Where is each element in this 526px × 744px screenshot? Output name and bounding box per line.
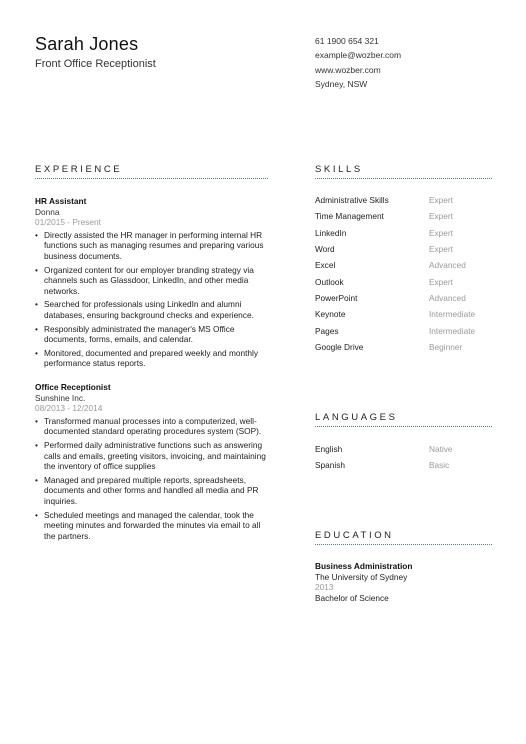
skill-level: Intermediate xyxy=(429,325,476,336)
education-year: 2013 xyxy=(315,582,334,593)
skill-level: Expert xyxy=(429,276,453,287)
education-heading: EDUCATION xyxy=(315,530,394,541)
job-duty: • Scheduled meetings and managed the calendar, took the meeting minutes and forwarded the minutes via email to all the partners. xyxy=(35,510,267,542)
skill-row xyxy=(315,225,491,241)
skill-name: PowerPoint xyxy=(315,292,358,303)
job-duty: • Managed and prepared multiple reports, spreadsheets, documents and other forms and handled all media and PR inquiries. xyxy=(35,475,267,507)
contact-block xyxy=(315,34,401,91)
candidate-title: Front Office Receptionist xyxy=(35,58,156,70)
education-school: The University of Sydney xyxy=(315,571,408,582)
contact-website: www.wozber.com xyxy=(315,64,381,75)
skill-level: Expert xyxy=(429,195,453,206)
skill-level: Expert xyxy=(429,244,453,255)
education-degree: Business Administration xyxy=(315,561,413,571)
experience-divider xyxy=(35,178,268,179)
skill-row xyxy=(315,306,491,322)
skill-name: LinkedIn xyxy=(315,227,347,238)
skill-name: Pages xyxy=(315,325,339,336)
skill-name: Keynote xyxy=(315,309,346,320)
skill-row xyxy=(315,192,491,208)
job-duty: • Performed daily administrative functions such as answering calls and emails, greeting visitors, invoicing, and maintaining the inventory of office supplies xyxy=(35,440,267,472)
education-entry xyxy=(315,561,412,603)
job-duties xyxy=(35,416,267,542)
job-duty: • Transformed manual processes into a computerized, well-documented standard operating procedures system (SOP). xyxy=(35,416,267,437)
candidate-name: Sarah Jones xyxy=(35,34,139,54)
contact-email: example@wozber.com xyxy=(315,50,402,61)
language-name: Spanish xyxy=(315,460,345,471)
skills-heading: SKILLS xyxy=(315,164,363,175)
experience-heading: EXPERIENCE xyxy=(35,164,123,175)
job-company: Sunshine Inc. xyxy=(35,392,86,403)
education-divider xyxy=(315,544,492,545)
skills-divider xyxy=(315,178,492,179)
skill-row xyxy=(315,322,491,338)
skill-name: Administrative Skills xyxy=(315,195,389,206)
job-duties xyxy=(35,230,267,369)
skill-row xyxy=(315,290,491,306)
skill-name: Excel xyxy=(315,260,336,271)
job-duty: • Responsibly administrated the manager's MS Office documents, forms, emails, and calendar. xyxy=(35,324,267,345)
skill-row xyxy=(315,339,491,355)
language-level: Native xyxy=(429,444,453,455)
contact-location: Sydney, NSW xyxy=(315,78,368,89)
job-dates: 08/2013 - 12/2014 xyxy=(35,403,103,414)
job-company: Donna xyxy=(35,206,60,217)
skill-level: Expert xyxy=(429,211,453,222)
skill-level: Intermediate xyxy=(429,309,476,320)
job-entry xyxy=(35,196,267,372)
job-duty: • Monitored, documented and prepared weekly and monthly performance status reports. xyxy=(35,348,267,369)
language-name: English xyxy=(315,444,343,455)
skill-name: Time Management xyxy=(315,211,384,222)
skill-level: Advanced xyxy=(429,292,466,303)
skill-name: Google Drive xyxy=(315,341,364,352)
job-dates: 01/2015 - Present xyxy=(35,217,101,228)
skill-row xyxy=(315,273,491,289)
skill-row xyxy=(315,257,491,273)
skill-level: Beginner xyxy=(429,341,463,352)
language-row xyxy=(315,441,491,457)
language-level: Basic xyxy=(429,460,450,471)
skill-name: Word xyxy=(315,244,335,255)
job-title: HR Assistant xyxy=(35,196,87,206)
skill-row xyxy=(315,241,491,257)
skill-level: Expert xyxy=(429,227,453,238)
job-duty: • Searched for professionals using LinkedIn and alumni databases, ensuring background checks and experience. xyxy=(35,299,267,320)
skills-list xyxy=(315,192,491,355)
job-duty: • Organized content for our employer branding strategy via channels such as Glassdoor, LinkedIn, and other media networks. xyxy=(35,265,267,297)
education-detail: Bachelor of Science xyxy=(315,592,389,603)
skill-row xyxy=(315,208,491,224)
language-row xyxy=(315,457,491,473)
job-title: Office Receptionist xyxy=(35,382,111,392)
job-duty: • Directly assisted the HR manager in performing internal HR functions such as managing resumes and preparing various business documents. xyxy=(35,230,267,262)
languages-heading: LANGUAGES xyxy=(315,412,398,423)
languages-divider xyxy=(315,426,492,427)
languages-list xyxy=(315,441,491,474)
job-entry xyxy=(35,382,267,544)
skill-level: Advanced xyxy=(429,260,466,271)
contact-phone: 61 1900 654 321 xyxy=(315,36,379,46)
skill-name: Outlook xyxy=(315,276,344,287)
